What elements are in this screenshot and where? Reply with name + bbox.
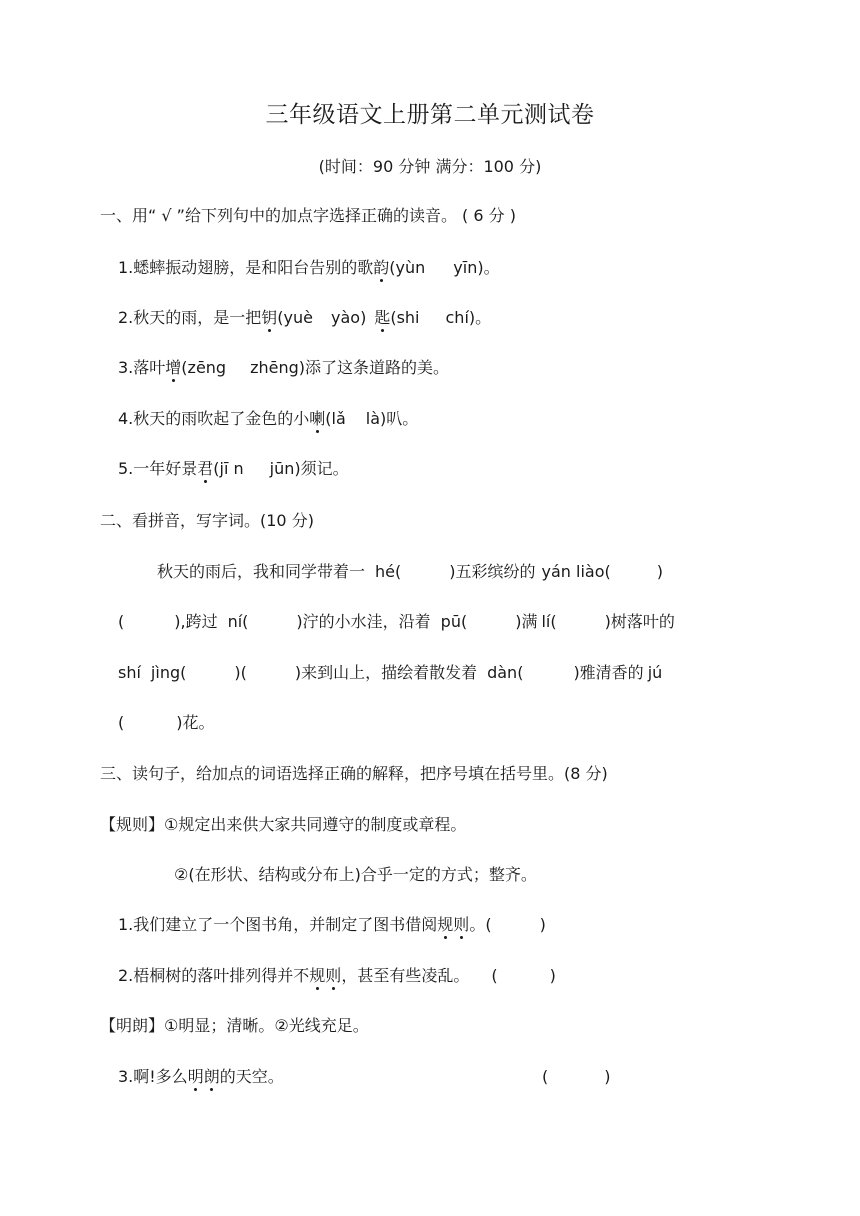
- s3-question-3-answer: [542, 1066, 611, 1088]
- test-title: 三年级语文上册第二单元测试卷: [265, 102, 595, 128]
- s3-question-2: [118, 965, 556, 987]
- text: 2.秋天的雨，是一把: [118, 308, 262, 327]
- section-2-heading: 二、看拼音，写字词。(10 分): [100, 511, 314, 530]
- section-3-heading: 三、读句子，给加点的词语选择正确的解释，把序号填在括号里。(8 分): [100, 764, 608, 783]
- option-b: jūn)须记。: [269, 459, 349, 478]
- dotted-char: 匙: [374, 308, 391, 327]
- s3-question-3: [118, 1066, 284, 1088]
- text: ，甚至有些凌乱。: [341, 966, 470, 985]
- option-b: zhēng)添了这条道路的美。: [250, 358, 450, 377]
- pinyin-pu: pū(: [440, 612, 468, 631]
- dotted-char: 朗: [203, 1067, 220, 1086]
- section-1-heading: 一、用“ √ ”给下列句中的加点字选择正确的读音。 ( 6 分 ): [100, 206, 516, 225]
- s3-question-1: [118, 914, 546, 936]
- option-a: (yùn: [389, 258, 426, 277]
- text: (: [491, 966, 498, 985]
- option-a: (lǎ: [325, 409, 346, 428]
- text: )花。: [176, 713, 215, 732]
- pinyin-he: hé(: [375, 562, 402, 581]
- s1-question-3: [118, 357, 449, 379]
- text: ),跨过: [174, 612, 218, 631]
- pinyin-li: lí(: [541, 612, 557, 631]
- text: 2.梧桐树的落叶排列得并不: [118, 966, 310, 985]
- text: ): [539, 915, 546, 934]
- pinyin-ju: jú: [647, 663, 663, 682]
- dotted-char: 规: [437, 915, 454, 934]
- text: 3.啊!多么: [118, 1067, 188, 1086]
- s2-line-3: [118, 662, 662, 684]
- text: )泞的小水洼，沿着: [296, 612, 431, 631]
- pinyin-ni: ní(: [227, 612, 249, 631]
- dotted-char: 则: [325, 966, 342, 985]
- text: 。(: [469, 915, 492, 934]
- s1-question-5: [118, 458, 349, 480]
- text: 1.蟋蟀振动翅膀，是和阳台告别的歌: [118, 258, 374, 277]
- text: 1.我们建立了一个图书角，并制定了图书借阅: [118, 915, 438, 934]
- option-d: chí)。: [445, 308, 492, 327]
- option-a: (jī n: [213, 459, 244, 478]
- option-a: (zēng: [181, 358, 227, 377]
- dotted-char: 喇: [309, 409, 326, 428]
- s2-line-4: [118, 712, 215, 734]
- dotted-char: 韵: [373, 258, 390, 277]
- text: ): [549, 966, 556, 985]
- dotted-char: 增: [165, 358, 182, 377]
- text: 5.一年好景: [118, 459, 198, 478]
- s1-question-2: [118, 307, 491, 329]
- dotted-char: 规: [309, 966, 326, 985]
- option-a: (yuè: [277, 308, 313, 327]
- text: 秋天的雨后，我和同学带着一: [157, 562, 366, 581]
- dotted-char: 则: [453, 915, 470, 934]
- s2-line-1: [157, 561, 663, 583]
- definition-guize: 【规则】①规定出来供大家共同遵守的制度或章程。: [100, 815, 467, 834]
- pinyin-dan: dàn(: [487, 663, 524, 682]
- text: )(: [234, 663, 247, 682]
- text: )树落叶的: [604, 612, 675, 631]
- text: ): [604, 1067, 611, 1086]
- definition-minglang: 【明朗】①明显；清晰。②光线充足。: [100, 1016, 369, 1035]
- text: 3.落叶: [118, 358, 166, 377]
- text: )五彩缤纷的: [449, 562, 536, 581]
- text: )雅清香的: [573, 663, 644, 682]
- pinyin-jing: jìng(: [150, 663, 187, 682]
- text: (: [118, 612, 125, 631]
- text: ): [656, 562, 663, 581]
- definition-guize-2: ②(在形状、结构或分布上)合乎一定的方式；整齐。: [174, 865, 537, 884]
- option-b: yīn)。: [453, 258, 500, 277]
- text: (: [542, 1067, 549, 1086]
- dotted-char: 明: [187, 1067, 204, 1086]
- dotted-char: 钥: [261, 308, 278, 327]
- dotted-char: 君: [197, 459, 214, 478]
- text: )来到山上，描绘着散发着: [294, 663, 478, 682]
- s1-question-1: [118, 257, 500, 279]
- option-b: là)叭。: [365, 409, 419, 428]
- s1-question-4: [118, 408, 418, 430]
- text: 的天空。: [219, 1067, 284, 1086]
- pinyin-yanliao: yán liào(: [541, 562, 611, 581]
- option-c: (shi: [390, 308, 420, 327]
- s2-line-2: [118, 611, 675, 633]
- option-b: yào): [331, 308, 367, 327]
- pinyin-shi: shí: [118, 663, 141, 682]
- text: )满: [515, 612, 538, 631]
- text: (: [118, 713, 125, 732]
- test-subtitle: (时间：90 分钟 满分：100 分): [318, 157, 542, 176]
- text: 4.秋天的雨吹起了金色的小: [118, 409, 310, 428]
